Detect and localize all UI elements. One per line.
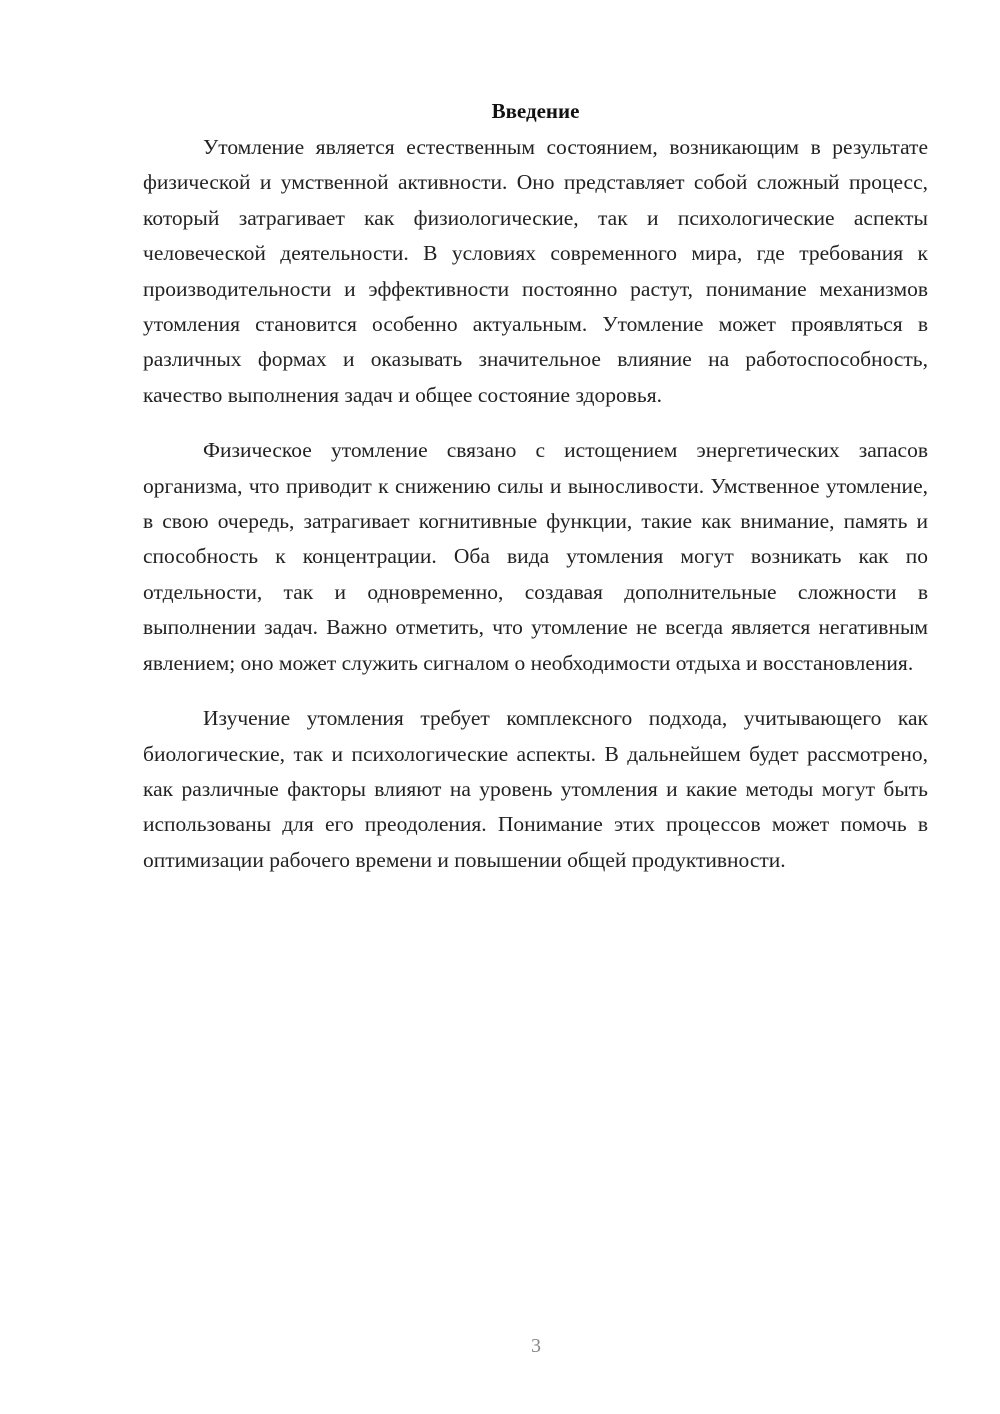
page-content — [143, 96, 928, 898]
page-number: 3 — [531, 1335, 541, 1357]
paragraph-1: Утомление является естественным состоянием, возникающим в результате физической и умственной активности. Оно представляет собой сложный процесс, который затрагивает как физиологические, так и психологические аспекты человеческой деятельности. В условиях современного мира, где требования к производительности и эффективности постоянно растут, понимание механизмов утомления становится особенно актуальным. Утомление может проявляться в различных формах и оказывать значительное влияние на работоспособность, качество выполнения задач и общее состояние здоровья. — [143, 135, 928, 407]
paragraph-2: Физическое утомление связано с истощением энергетических запасов организма, что приводит к снижению силы и выносливости. Умственное утомление, в свою очередь, затрагивает когнитивные функции, такие как внимание, память и способность к концентрации. Оба вида утомления могут возникать как по отдельности, так и одновременно, создавая дополнительные сложности в выполнении задач. Важно отметить, что утомление не всегда является негативным явлением; оно может служить сигналом о необходимости отдыха и восстановления. — [143, 438, 928, 675]
section-title: Введение — [491, 99, 580, 123]
paragraph-3: Изучение утомления требует комплексного подхода, учитывающего как биологические, так и психологические аспекты. В дальнейшем будет рассмотрено, как различные факторы влияют на уровень утомления и какие методы могут быть использованы для его преодоления. Понимание этих процессов может помочь в оптимизации рабочего времени и повышении общей продуктивности. — [143, 706, 928, 872]
